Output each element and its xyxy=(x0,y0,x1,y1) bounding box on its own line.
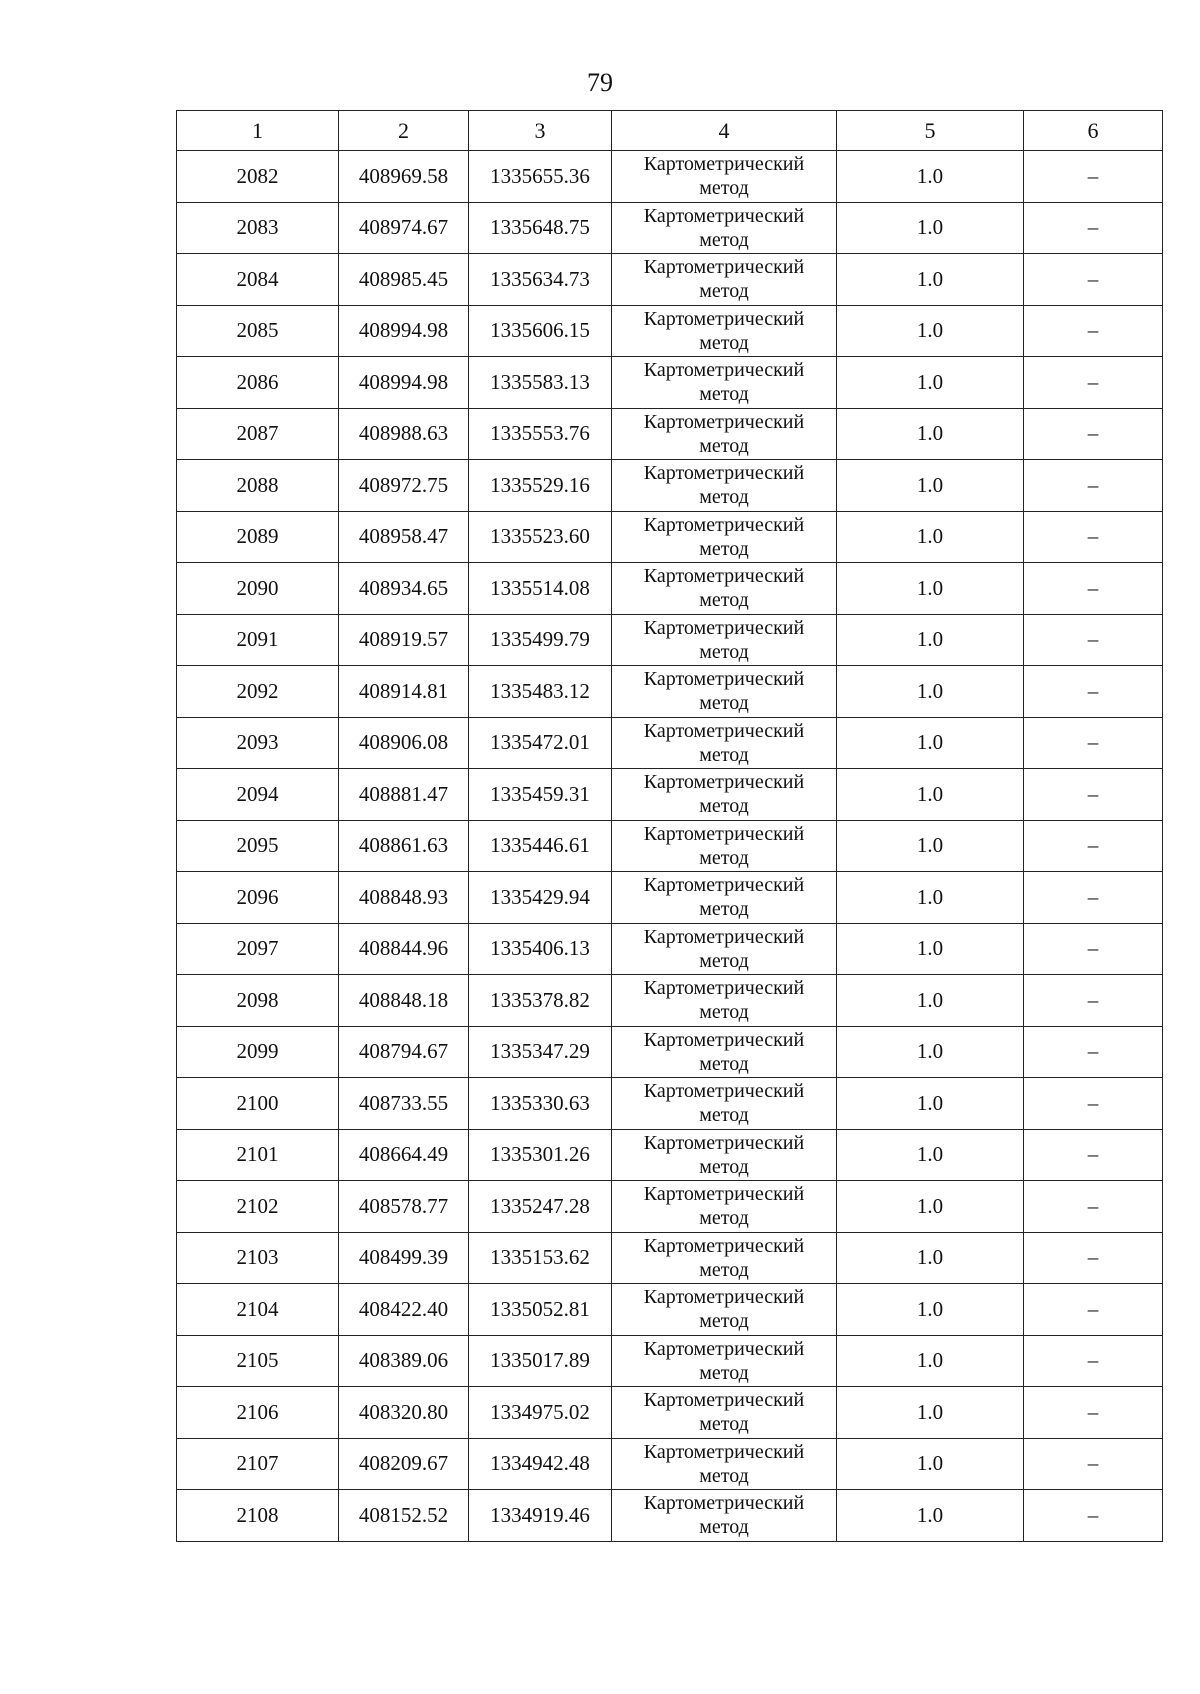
x-coordinate-cell: 408320.80 xyxy=(339,1387,469,1439)
point-number-cell: 2088 xyxy=(177,460,339,512)
method-text-line-2: метод xyxy=(699,1361,749,1384)
table-header xyxy=(177,111,1163,151)
point-number-cell: 2087 xyxy=(177,408,339,460)
y-coordinate-cell: 1335378.82 xyxy=(469,975,612,1027)
y-coordinate-cell: 1335052.81 xyxy=(469,1284,612,1336)
table-row xyxy=(177,666,1163,718)
accuracy-cell: 1.0 xyxy=(837,666,1024,718)
coordinates-table xyxy=(176,110,1163,1542)
method-cell xyxy=(612,460,837,512)
page-number: 79 xyxy=(587,68,613,97)
y-coordinate-cell: 1335529.16 xyxy=(469,460,612,512)
point-number-cell: 2089 xyxy=(177,511,339,563)
method-text-line-2: метод xyxy=(699,1001,749,1024)
method-text-line-1: Картометрический xyxy=(643,1183,805,1206)
note-cell: – xyxy=(1024,717,1163,769)
method-cell xyxy=(612,1387,837,1439)
method-cell xyxy=(612,666,837,718)
method-cell xyxy=(612,872,837,924)
method-text-line-2: метод xyxy=(699,1155,749,1178)
table-row xyxy=(177,1026,1163,1078)
note-cell: – xyxy=(1024,357,1163,409)
method-cell xyxy=(612,357,837,409)
accuracy-cell: 1.0 xyxy=(837,975,1024,1027)
method-cell xyxy=(612,151,837,203)
method-text-line-2: метод xyxy=(699,1207,749,1230)
method-text-line-1: Картометрический xyxy=(643,719,805,742)
x-coordinate-cell: 408969.58 xyxy=(339,151,469,203)
accuracy-cell: 1.0 xyxy=(837,1129,1024,1181)
x-coordinate-cell: 408848.93 xyxy=(339,872,469,924)
point-number-cell: 2094 xyxy=(177,769,339,821)
x-coordinate-cell: 408934.65 xyxy=(339,563,469,615)
point-number-cell: 2086 xyxy=(177,357,339,409)
method-text-line-1: Картометрический xyxy=(643,1286,805,1309)
y-coordinate-cell: 1335553.76 xyxy=(469,408,612,460)
y-coordinate-cell: 1335523.60 xyxy=(469,511,612,563)
y-coordinate-cell: 1335406.13 xyxy=(469,923,612,975)
method-text-line-1: Картометрический xyxy=(643,1337,805,1360)
table-row xyxy=(177,975,1163,1027)
x-coordinate-cell: 408906.08 xyxy=(339,717,469,769)
table-row xyxy=(177,1284,1163,1336)
x-coordinate-cell: 408972.75 xyxy=(339,460,469,512)
method-text-line-2: метод xyxy=(699,1258,749,1281)
header-col-5: 5 xyxy=(837,111,1024,151)
method-text-line-2: метод xyxy=(699,692,749,715)
table-row xyxy=(177,1438,1163,1490)
point-number-cell: 2098 xyxy=(177,975,339,1027)
method-text-line-2: метод xyxy=(699,846,749,869)
table-row xyxy=(177,1181,1163,1233)
y-coordinate-cell: 1335483.12 xyxy=(469,666,612,718)
table-row xyxy=(177,1490,1163,1542)
method-text-line-1: Картометрический xyxy=(643,822,805,845)
table-row xyxy=(177,1335,1163,1387)
point-number-cell: 2105 xyxy=(177,1335,339,1387)
method-text-line-1: Картометрический xyxy=(643,153,805,176)
y-coordinate-cell: 1335446.61 xyxy=(469,820,612,872)
method-cell xyxy=(612,563,837,615)
method-text-line-2: метод xyxy=(699,949,749,972)
method-text-line-2: метод xyxy=(699,1464,749,1487)
y-coordinate-cell: 1335017.89 xyxy=(469,1335,612,1387)
method-cell xyxy=(612,717,837,769)
table-row xyxy=(177,717,1163,769)
method-text-line-1: Картометрический xyxy=(643,668,805,691)
y-coordinate-cell: 1335247.28 xyxy=(469,1181,612,1233)
point-number-cell: 2084 xyxy=(177,254,339,306)
method-cell xyxy=(612,1284,837,1336)
note-cell: – xyxy=(1024,408,1163,460)
method-text-line-1: Картометрический xyxy=(643,771,805,794)
method-text-line-2: метод xyxy=(699,1516,749,1539)
point-number-cell: 2097 xyxy=(177,923,339,975)
x-coordinate-cell: 408985.45 xyxy=(339,254,469,306)
method-text-line-1: Картометрический xyxy=(643,1080,805,1103)
method-cell xyxy=(612,923,837,975)
method-text-line-1: Картометрический xyxy=(643,1440,805,1463)
method-text-line-1: Картометрический xyxy=(643,513,805,536)
note-cell: – xyxy=(1024,1490,1163,1542)
note-cell: – xyxy=(1024,1078,1163,1130)
accuracy-cell: 1.0 xyxy=(837,202,1024,254)
accuracy-cell: 1.0 xyxy=(837,1284,1024,1336)
header-col-1: 1 xyxy=(177,111,339,151)
table-row xyxy=(177,820,1163,872)
note-cell: – xyxy=(1024,614,1163,666)
accuracy-cell: 1.0 xyxy=(837,1335,1024,1387)
table-row xyxy=(177,151,1163,203)
x-coordinate-cell: 408974.67 xyxy=(339,202,469,254)
method-cell xyxy=(612,614,837,666)
accuracy-cell: 1.0 xyxy=(837,872,1024,924)
method-text-line-2: метод xyxy=(699,486,749,509)
accuracy-cell: 1.0 xyxy=(837,305,1024,357)
x-coordinate-cell: 408844.96 xyxy=(339,923,469,975)
method-cell xyxy=(612,202,837,254)
point-number-cell: 2106 xyxy=(177,1387,339,1439)
accuracy-cell: 1.0 xyxy=(837,1181,1024,1233)
method-cell xyxy=(612,1232,837,1284)
note-cell: – xyxy=(1024,151,1163,203)
method-text-line-1: Картометрический xyxy=(643,565,805,588)
method-text-line-1: Картометрический xyxy=(643,616,805,639)
method-text-line-2: метод xyxy=(699,331,749,354)
method-cell xyxy=(612,1490,837,1542)
x-coordinate-cell: 408861.63 xyxy=(339,820,469,872)
y-coordinate-cell: 1334942.48 xyxy=(469,1438,612,1490)
accuracy-cell: 1.0 xyxy=(837,614,1024,666)
accuracy-cell: 1.0 xyxy=(837,254,1024,306)
point-number-cell: 2090 xyxy=(177,563,339,615)
y-coordinate-cell: 1334919.46 xyxy=(469,1490,612,1542)
accuracy-cell: 1.0 xyxy=(837,460,1024,512)
y-coordinate-cell: 1335153.62 xyxy=(469,1232,612,1284)
method-text-line-2: метод xyxy=(699,640,749,663)
method-text-line-1: Картометрический xyxy=(643,1234,805,1257)
note-cell: – xyxy=(1024,1335,1163,1387)
point-number-cell: 2102 xyxy=(177,1181,339,1233)
method-text-line-1: Картометрический xyxy=(643,307,805,330)
accuracy-cell: 1.0 xyxy=(837,1078,1024,1130)
y-coordinate-cell: 1335459.31 xyxy=(469,769,612,821)
method-text-line-2: метод xyxy=(699,177,749,200)
method-text-line-1: Картометрический xyxy=(643,359,805,382)
point-number-cell: 2093 xyxy=(177,717,339,769)
accuracy-cell: 1.0 xyxy=(837,563,1024,615)
y-coordinate-cell: 1335347.29 xyxy=(469,1026,612,1078)
method-text-line-1: Картометрический xyxy=(643,1492,805,1515)
x-coordinate-cell: 408578.77 xyxy=(339,1181,469,1233)
method-cell xyxy=(612,1026,837,1078)
method-cell xyxy=(612,1181,837,1233)
table-row xyxy=(177,511,1163,563)
accuracy-cell: 1.0 xyxy=(837,769,1024,821)
method-text-line-1: Картометрический xyxy=(643,256,805,279)
method-text-line-2: метод xyxy=(699,589,749,612)
point-number-cell: 2085 xyxy=(177,305,339,357)
header-col-4: 4 xyxy=(612,111,837,151)
table-row xyxy=(177,1387,1163,1439)
method-text-line-1: Картометрический xyxy=(643,874,805,897)
method-cell xyxy=(612,1129,837,1181)
accuracy-cell: 1.0 xyxy=(837,717,1024,769)
table-body xyxy=(177,151,1163,1542)
method-text-line-2: метод xyxy=(699,898,749,921)
table-row xyxy=(177,923,1163,975)
accuracy-cell: 1.0 xyxy=(837,511,1024,563)
y-coordinate-cell: 1335472.01 xyxy=(469,717,612,769)
method-cell xyxy=(612,1335,837,1387)
point-number-cell: 2096 xyxy=(177,872,339,924)
method-text-line-2: метод xyxy=(699,743,749,766)
method-text-line-2: метод xyxy=(699,1104,749,1127)
method-text-line-2: метод xyxy=(699,1052,749,1075)
y-coordinate-cell: 1335648.75 xyxy=(469,202,612,254)
x-coordinate-cell: 408881.47 xyxy=(339,769,469,821)
accuracy-cell: 1.0 xyxy=(837,923,1024,975)
x-coordinate-cell: 408152.52 xyxy=(339,1490,469,1542)
header-col-2: 2 xyxy=(339,111,469,151)
y-coordinate-cell: 1335583.13 xyxy=(469,357,612,409)
note-cell: – xyxy=(1024,923,1163,975)
point-number-cell: 2095 xyxy=(177,820,339,872)
x-coordinate-cell: 408209.67 xyxy=(339,1438,469,1490)
note-cell: – xyxy=(1024,254,1163,306)
point-number-cell: 2091 xyxy=(177,614,339,666)
y-coordinate-cell: 1334975.02 xyxy=(469,1387,612,1439)
x-coordinate-cell: 408794.67 xyxy=(339,1026,469,1078)
x-coordinate-cell: 408389.06 xyxy=(339,1335,469,1387)
method-cell xyxy=(612,820,837,872)
method-text-line-1: Картометрический xyxy=(643,204,805,227)
point-number-cell: 2103 xyxy=(177,1232,339,1284)
method-cell xyxy=(612,254,837,306)
table-row xyxy=(177,408,1163,460)
method-cell xyxy=(612,408,837,460)
method-text-line-1: Картометрический xyxy=(643,1028,805,1051)
table-row xyxy=(177,872,1163,924)
y-coordinate-cell: 1335301.26 xyxy=(469,1129,612,1181)
method-text-line-1: Картометрический xyxy=(643,977,805,1000)
note-cell: – xyxy=(1024,1026,1163,1078)
method-text-line-1: Картометрический xyxy=(643,462,805,485)
table-row xyxy=(177,1129,1163,1181)
y-coordinate-cell: 1335606.15 xyxy=(469,305,612,357)
x-coordinate-cell: 408422.40 xyxy=(339,1284,469,1336)
point-number-cell: 2100 xyxy=(177,1078,339,1130)
note-cell: – xyxy=(1024,1438,1163,1490)
table-row xyxy=(177,357,1163,409)
point-number-cell: 2099 xyxy=(177,1026,339,1078)
point-number-cell: 2092 xyxy=(177,666,339,718)
note-cell: – xyxy=(1024,305,1163,357)
method-cell xyxy=(612,1078,837,1130)
method-text-line-2: метод xyxy=(699,280,749,303)
point-number-cell: 2107 xyxy=(177,1438,339,1490)
point-number-cell: 2083 xyxy=(177,202,339,254)
note-cell: – xyxy=(1024,511,1163,563)
method-cell xyxy=(612,975,837,1027)
table-row xyxy=(177,460,1163,512)
x-coordinate-cell: 408988.63 xyxy=(339,408,469,460)
table-row xyxy=(177,563,1163,615)
note-cell: – xyxy=(1024,872,1163,924)
point-number-cell: 2101 xyxy=(177,1129,339,1181)
method-text-line-1: Картометрический xyxy=(643,925,805,948)
y-coordinate-cell: 1335499.79 xyxy=(469,614,612,666)
accuracy-cell: 1.0 xyxy=(837,408,1024,460)
x-coordinate-cell: 408664.49 xyxy=(339,1129,469,1181)
note-cell: – xyxy=(1024,1129,1163,1181)
table-row xyxy=(177,1078,1163,1130)
header-col-3: 3 xyxy=(469,111,612,151)
point-number-cell: 2108 xyxy=(177,1490,339,1542)
method-text-line-2: метод xyxy=(699,795,749,818)
method-text-line-1: Картометрический xyxy=(643,410,805,433)
method-cell xyxy=(612,511,837,563)
table-row xyxy=(177,254,1163,306)
accuracy-cell: 1.0 xyxy=(837,820,1024,872)
method-text-line-2: метод xyxy=(699,383,749,406)
accuracy-cell: 1.0 xyxy=(837,1387,1024,1439)
method-text-line-1: Картометрический xyxy=(643,1131,805,1154)
accuracy-cell: 1.0 xyxy=(837,1026,1024,1078)
x-coordinate-cell: 408733.55 xyxy=(339,1078,469,1130)
note-cell: – xyxy=(1024,975,1163,1027)
method-text-line-2: метод xyxy=(699,434,749,457)
accuracy-cell: 1.0 xyxy=(837,1490,1024,1542)
table-row xyxy=(177,614,1163,666)
accuracy-cell: 1.0 xyxy=(837,1438,1024,1490)
x-coordinate-cell: 408958.47 xyxy=(339,511,469,563)
x-coordinate-cell: 408848.18 xyxy=(339,975,469,1027)
method-text-line-1: Картометрический xyxy=(643,1389,805,1412)
method-text-line-2: метод xyxy=(699,1310,749,1333)
note-cell: – xyxy=(1024,820,1163,872)
y-coordinate-cell: 1335429.94 xyxy=(469,872,612,924)
note-cell: – xyxy=(1024,1387,1163,1439)
point-number-cell: 2082 xyxy=(177,151,339,203)
y-coordinate-cell: 1335514.08 xyxy=(469,563,612,615)
x-coordinate-cell: 408499.39 xyxy=(339,1232,469,1284)
note-cell: – xyxy=(1024,460,1163,512)
y-coordinate-cell: 1335655.36 xyxy=(469,151,612,203)
y-coordinate-cell: 1335634.73 xyxy=(469,254,612,306)
note-cell: – xyxy=(1024,1232,1163,1284)
x-coordinate-cell: 408919.57 xyxy=(339,614,469,666)
y-coordinate-cell: 1335330.63 xyxy=(469,1078,612,1130)
table-row xyxy=(177,202,1163,254)
point-number-cell: 2104 xyxy=(177,1284,339,1336)
method-cell xyxy=(612,1438,837,1490)
method-text-line-2: метод xyxy=(699,537,749,560)
accuracy-cell: 1.0 xyxy=(837,357,1024,409)
x-coordinate-cell: 408994.98 xyxy=(339,305,469,357)
method-cell xyxy=(612,305,837,357)
note-cell: – xyxy=(1024,1181,1163,1233)
method-text-line-2: метод xyxy=(699,1413,749,1436)
table-row xyxy=(177,305,1163,357)
method-cell xyxy=(612,769,837,821)
note-cell: – xyxy=(1024,202,1163,254)
x-coordinate-cell: 408994.98 xyxy=(339,357,469,409)
table-row xyxy=(177,769,1163,821)
note-cell: – xyxy=(1024,769,1163,821)
header-col-6: 6 xyxy=(1024,111,1163,151)
x-coordinate-cell: 408914.81 xyxy=(339,666,469,718)
note-cell: – xyxy=(1024,1284,1163,1336)
note-cell: – xyxy=(1024,563,1163,615)
table-row xyxy=(177,1232,1163,1284)
accuracy-cell: 1.0 xyxy=(837,151,1024,203)
method-text-line-2: метод xyxy=(699,228,749,251)
accuracy-cell: 1.0 xyxy=(837,1232,1024,1284)
header-row xyxy=(177,111,1163,151)
note-cell: – xyxy=(1024,666,1163,718)
